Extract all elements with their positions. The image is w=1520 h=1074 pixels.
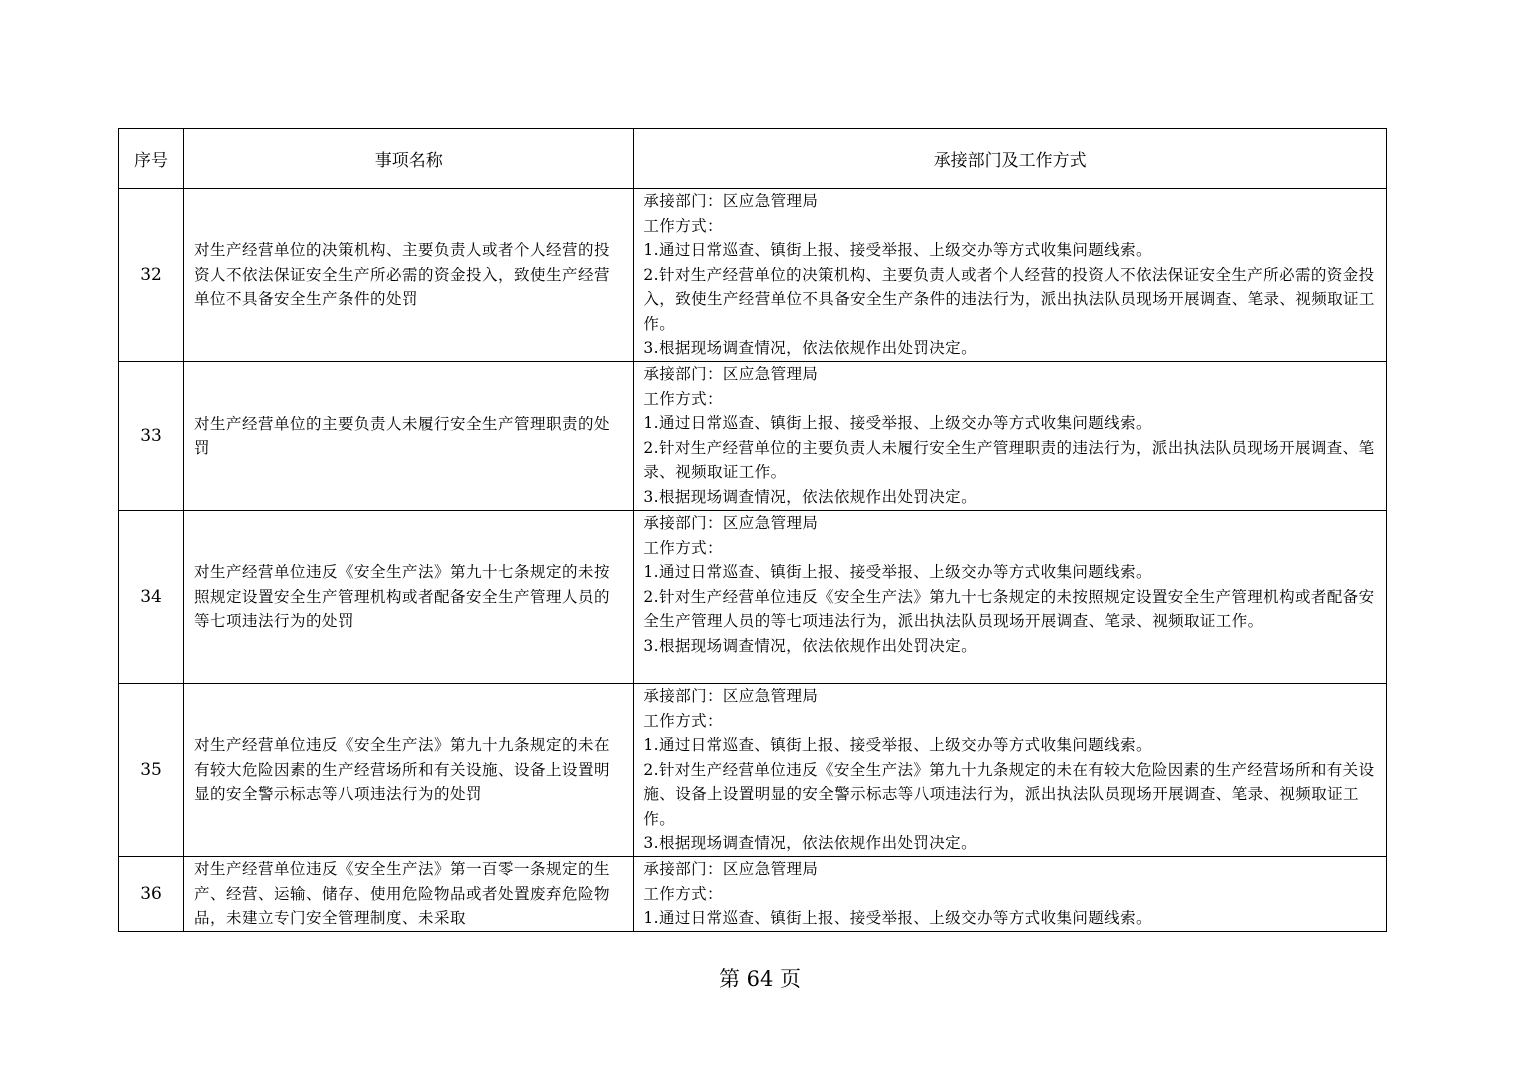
method-line: 工作方式：	[643, 389, 723, 408]
table-header-row	[119, 129, 1387, 189]
dept-line: 承接部门：区应急管理局	[643, 192, 819, 210]
item-number: 36	[119, 857, 184, 932]
item-number: 35	[119, 684, 184, 857]
method-step: 1.通过日常巡查、镇街上报、接受举报、上级交办等方式收集问题线索。	[643, 563, 1152, 581]
method-step: 2.针对生产经营单位违反《安全生产法》第九十九条规定的未在有较大危险因素的生产经营场所和有关设施、设备上设置明显的安全警示标志等八项违法行为，派出执法队员现场开展调查、笔录、视频取证工作。	[643, 760, 1375, 828]
dept-line: 承接部门：区应急管理局	[643, 365, 819, 383]
item-number: 33	[119, 362, 184, 511]
table-row	[119, 511, 1387, 684]
method-step: 1.通过日常巡查、镇街上报、接受举报、上级交办等方式收集问题线索。	[643, 736, 1152, 754]
method-line: 工作方式：	[643, 711, 723, 730]
header-dept: 承接部门及工作方式	[634, 129, 1387, 189]
item-name: 对生产经营单位违反《安全生产法》第九十九条规定的未在有较大危险因素的生产经营场所和有关设施、设备上设置明显的安全警示标志等八项违法行为的处罚	[184, 684, 634, 857]
item-name: 对生产经营单位违反《安全生产法》第一百零一条规定的生产、经营、运输、储存、使用危险物品或者处置废弃危险物品，未建立专门安全管理制度、未采取	[184, 857, 634, 932]
item-dept-method	[634, 362, 1387, 511]
method-step: 3.根据现场调查情况，依法依规作出处罚决定。	[643, 636, 977, 655]
header-name: 事项名称	[184, 129, 634, 189]
method-line: 工作方式：	[643, 884, 723, 903]
dept-line: 承接部门：区应急管理局	[643, 514, 819, 532]
method-step: 2.针对生产经营单位的主要负责人未履行安全生产管理职责的违法行为，派出执法队员现场开展调查、笔录、视频取证工作。	[643, 438, 1375, 481]
method-step: 1.通过日常巡查、镇街上报、接受举报、上级交办等方式收集问题线索。	[643, 414, 1152, 432]
dept-line: 承接部门：区应急管理局	[643, 860, 819, 878]
items-table	[118, 128, 1387, 932]
table-row	[119, 362, 1387, 511]
method-line: 工作方式：	[643, 216, 723, 235]
item-number: 34	[119, 511, 184, 684]
method-step: 2.针对生产经营单位的决策机构、主要负责人或者个人经营的投资人不依法保证安全生产所必需的资金投入，致使生产经营单位不具备安全生产条件的违法行为，派出执法队员现场开展调查、笔录、视频取证工作。	[643, 265, 1375, 333]
dept-line: 承接部门：区应急管理局	[643, 687, 819, 705]
method-step: 3.根据现场调查情况，依法依规作出处罚决定。	[643, 487, 977, 506]
method-step: 2.针对生产经营单位违反《安全生产法》第九十七条规定的未按照规定设置安全生产管理机构或者配备安全生产管理人员的等七项违法行为，派出执法队员现场开展调查、笔录、视频取证工作。	[643, 587, 1375, 630]
item-dept-method	[634, 684, 1387, 857]
method-step: 3.根据现场调查情况，依法依规作出处罚决定。	[643, 834, 977, 852]
item-name: 对生产经营单位违反《安全生产法》第九十七条规定的未按照规定设置安全生产管理机构或者配备安全生产管理人员的等七项违法行为的处罚	[184, 511, 634, 684]
item-name: 对生产经营单位的决策机构、主要负责人或者个人经营的投资人不依法保证安全生产所必需的资金投入，致使生产经营单位不具备安全生产条件的处罚	[184, 189, 634, 362]
item-dept-method	[634, 857, 1387, 932]
table-row	[119, 684, 1387, 857]
method-step: 1.通过日常巡查、镇街上报、接受举报、上级交办等方式收集问题线索。	[643, 241, 1152, 259]
item-dept-method	[634, 511, 1387, 684]
table-row	[119, 189, 1387, 362]
method-step: 1.通过日常巡查、镇街上报、接受举报、上级交办等方式收集问题线索。	[643, 909, 1152, 927]
table-row	[119, 857, 1387, 932]
item-number: 32	[119, 189, 184, 362]
page-number: 第 64 页	[718, 967, 802, 991]
method-step: 3.根据现场调查情况，依法依规作出处罚决定。	[643, 339, 977, 357]
item-dept-method	[634, 189, 1387, 362]
item-name: 对生产经营单位的主要负责人未履行安全生产管理职责的处罚	[184, 362, 634, 511]
method-line: 工作方式：	[643, 538, 723, 557]
header-no: 序号	[119, 129, 184, 189]
